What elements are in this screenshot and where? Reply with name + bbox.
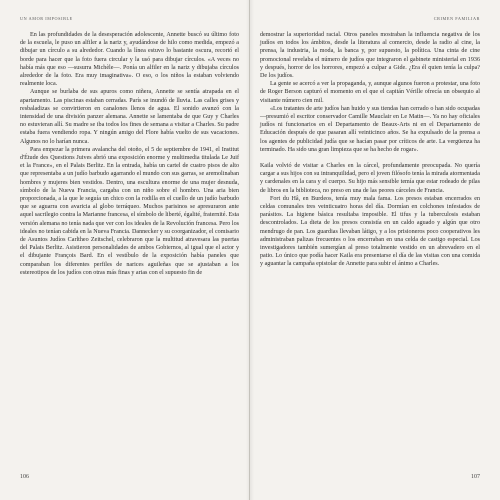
paragraph: Kaila volvió de visitar a Charles en la cárcel, profundamente preocupada. No quería cargar a sus hijos con su intranquilidad, pero el joven filósofo tenía la mirada atormentada y cardenales en la cara y el cuerpo. Su hijo más sensible temía que estar rodeado de pilas de libros en la biblioteca, no preso en una de las peores cárceles de Francia.: [260, 163, 480, 194]
running-head-left: UN AMOR IMPOSIBLE: [20, 16, 73, 21]
paragraph: Aunque se burlaba de sus apuros como niñera, Annette se sentía atrapada en el apartamento. Las piscinas estaban cerradas. París se inundó de lluvia. Las calles grises y resbaladizas se convirtieron en canalones llenos de agua. El sonido avanzó con la intensidad de una división panzer alemana. Annette se lamentaba de que Guy y Charles no estuvieran allí. Su madre se iba todos los fines de semana a visitar a Charles. Su padre estaba fuera vendiendo ropa. Y ningún amigo del Flore había vuelto de sus vacaciones. Algunos no lo harían nunca.: [20, 89, 239, 145]
paragraph: Para empezar la primera avalancha del otoño, el 5 de septiembre de 1941, el Institut d'Étude des Questions Juives abrió una exposición enorme y multimedia titulada Le Juif et la France», en el Palais Berlitz. En la entrada, había un cartel de cuatro pisos de alto que representaba a un judío barbudo agarrando el mundo con sus garras, se aremolinaban hombres y mujeres bien vestidos. Dentro, una escultura enorme de una mujer desnuda, símbolo de la Nueva Francia, cargaba con un niño sobre el hombro. Una aria bien proporcionada, a la que le seguía un chico con la rodilla en el cuello de un judío barbudo que se aguarra con avaricia al globo terráqueo. Muchos parisinos se apresuraron ante aquel sacrilegio contra la Marianne francesa, el símbolo de liberté, égalité, fraternité. Esta versión alemana no tenía nada que ver con los ideales de la Revolución francesa. Pero los ideales no tenían cabida en la Nueva Francia. Dannecker y su coorganizador, el comisario de Asuntos Judíos Carltheo Zeitschel, celebraron que la multitud atravesara las puertas del Palais Berlitz. Asistieron personalidades de ambos Gobiernos, al igual que el actor y el dibujante François Bard. En el vestíbulo de la exposición había paneles que comparaban los diferentes perfiles de narices aguileñas que se ajustaban a los estereotipos de los judíos con otras más finas y arias con el supuesto fin de: [20, 146, 239, 276]
right-page: [250, 0, 500, 500]
page-number-left: 106: [20, 474, 29, 480]
running-head-right: CRIMEN FAMILIAR: [433, 16, 480, 21]
page-number-right: 107: [471, 474, 480, 480]
paragraph: En las profundidades de la desesperación adolescente, Annette buscó su último foto de la escuela, le puso un alfiler a la nariz y, ayudándose de hilo como medida, empezó a dibujar un círculo a su alrededor. Cuando la línea estuvo lo bastante oscura, recortó el borde para hacer que la foto fuera circular y la usó para dibujar círculos. «A veces no había más que eso —susurra Michèle—. Ponía un alfiler en la nariz y dibujaba círculos alrededor de la foto. Era muy imaginativa». O eso, o los niños la estaban volviendo realmente loca.: [20, 32, 239, 88]
paragraph: «Los tratantes de arte judíos han huido y sus tiendas han cerrado o han sido ocupadas —presumió el escritor conservador Camille Mauclair en Le Matin—. Ya no hay oficiales judíos ni funcionarios en el Departamento de Beaux-Arts ni en el Departamento de Educación después de que pasaran allí veinticinco años. Se ha expulsado de la prensa a los agentes de publicidad judía que se hacían pasar por críticos de arte. La vergüenza ha terminado. Ha sido una gran limpieza que se ha hecho de rogar».: [260, 105, 480, 153]
paragraph: La gente se acercó a ver la propaganda, y, aunque algunos fueron a protestar, una foto de Roger Berson capturó el momento en el que el capitán Vérille ofrecía un obsequio al visitante número cien mil.: [260, 81, 480, 104]
left-body-text: [20, 31, 239, 277]
section-break: [260, 154, 480, 162]
paragraph: Fort du Hâ, en Burdeos, tenía muy mala fama. Los presos estaban encerrados en celdas comunales tres veinticuatro horas del día. Dormían en colchones infestados de parásitos. La higiene básica resultaba imposible. El tifus y la tuberculosis estaban descontrolados. La dieta de los presos consistía en un caldo aguado y algún que otro mendrugo de pan. Los guardias llevaban látigo, y a los prisioneros poco cooperativos les administraban palizas frecuentes o los encerraban en una celda de castigo especial. Los investigadores también sumergían al preso totalmente vestido en un abrevadero en el patio. Lo único que podía hacer Kaila era presentarse el día de las visitas con una comida y aguantar la campaña epistolar de Annette para subir el ánimo a Charles.: [260, 195, 480, 268]
right-body-text: [260, 31, 480, 269]
paragraph: demostrar la superioridad racial. Otros paneles mostraban la influencia negativa de los judíos en todos los ámbitos, desde la literatura al comercio, desde la radio al cine, la prensa, la industria, la moda, la banca y, por supuesto, la política. Una cinta de cine promocional revelaba el número de judíos que integraron el gabinete ministerial en 1936 y después, horror de los horrores, empezó a culpar a Gide. ¿Era él quien tenía la culpa? De los judíos.: [260, 32, 480, 80]
